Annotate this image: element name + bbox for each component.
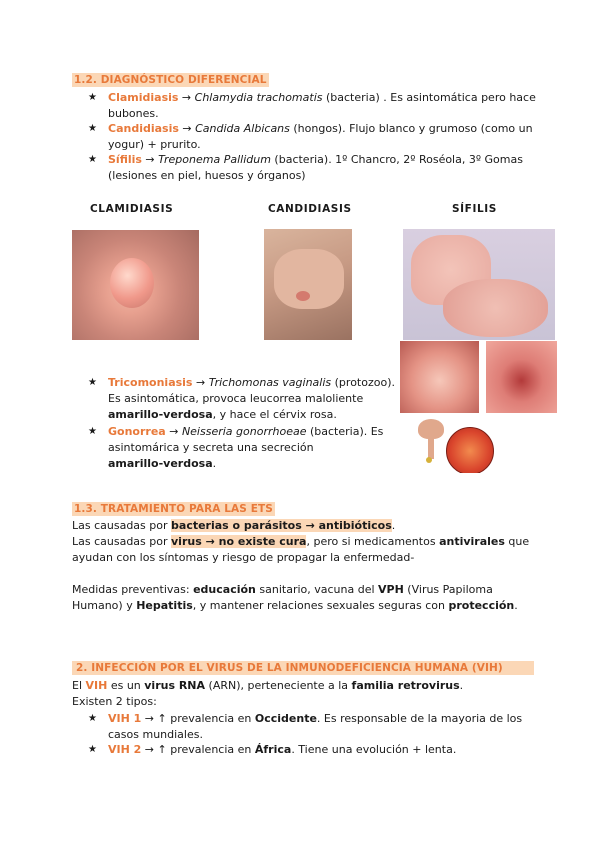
lesion-bubo (110, 258, 154, 308)
label-candidiasis: CANDIDIASIS (268, 203, 352, 215)
photo-tricomoniasis-cervix (400, 341, 479, 413)
text-line-bacterias: Las causadas por bacterias o parásitos → antibióticos. (72, 519, 396, 532)
shaft-shape (428, 439, 434, 459)
list-item-clamidiasis: ★ Clamidiasis → Chlamydia trachomatis (bacteria) . Es asintomática pero hace bubones. (88, 91, 536, 120)
text-line-sintomas: ayudan con los síntomas y riesgo de propagar la enfermedad- (72, 551, 415, 564)
star-bullet-icon: ★ (88, 377, 97, 388)
list-item-vih2: ★ VIH 2 → ↑ prevalencia en África. Tiene una evolución + lenta. (88, 743, 457, 756)
section-title-tratamiento: 1.3. TRATAMIENTO PARA LAS ETS (74, 503, 273, 515)
illustration-gonorrea (414, 417, 498, 473)
glans-shape (418, 419, 444, 439)
skin-area (274, 249, 344, 309)
star-bullet-icon: ★ (88, 744, 97, 755)
foot-sole (443, 279, 548, 337)
bacteria-magnified-circle (446, 427, 494, 473)
label-clamidiasis: CLAMIDIASIS (90, 203, 174, 215)
list-item-sifilis: ★ Sífilis → Treponema Pallidum (bacteria). 1º Chancro, 2º Roséola, 3º Gomas (lesiones en piel, huesos y órganos) (88, 153, 523, 182)
lesion-spot (296, 291, 310, 301)
photo-candidiasis (264, 229, 352, 340)
list-item-vih1: ★ VIH 1 → ↑ prevalencia en Occidente. Es responsable de la mayoria de los casos mundiales. (88, 712, 523, 741)
text-line-vih-def: El VIH es un virus RNA (ARN), perteneciente a la familia retrovirus. (72, 679, 464, 692)
section-title-vih: 2. INFECCIÓN POR EL VIRUS DE LA INMUNODEFICIENCIA HUMANA (VIH) (72, 661, 534, 675)
section-title-diagnostico: 1.2. DIAGNÓSTICO DIFERENCIAL (74, 74, 267, 86)
star-bullet-icon: ★ (88, 713, 97, 724)
list-item-tricomoniasis: ★ Tricomoniasis → Trichomonas vaginalis (protozoo). Es asintomática, provoca leucorrea maloliente amarillo-verdosa, y hace el cérvix rosa. (88, 376, 395, 421)
star-bullet-icon: ★ (88, 426, 97, 437)
star-bullet-icon: ★ (88, 123, 97, 134)
list-item-gonorrea: ★ Gonorrea → Neisseria gonorrhoeae (bacteria). Es asintomárica y secreta una secreción amarillo-verdosa. (88, 425, 384, 470)
label-sifilis: SÍFILIS (452, 203, 497, 215)
photo-clamidiasis (72, 230, 199, 340)
text-line-virus: Las causadas por virus → no existe cura, pero si medicamentos antivirales que (72, 535, 530, 548)
text-line-preventivas-2: Humano) y Hepatitis, y mantener relaciones sexuales seguras con protección. (72, 599, 518, 612)
photo-sifilis-hands (403, 229, 555, 340)
text-line-preventivas-1: Medidas preventivas: educación sanitario, vacuna del VPH (Virus Papiloma (72, 583, 493, 596)
list-item-candidiasis: ★ Candidiasis → Candida Albicans (hongos). Flujo blanco y grumoso (como un yogur) + prurito. (88, 122, 533, 151)
star-bullet-icon: ★ (88, 92, 97, 103)
star-bullet-icon: ★ (88, 154, 97, 165)
photo-cervix-2 (486, 341, 557, 413)
text-line-tipos: Existen 2 tipos: (72, 695, 157, 708)
secretion-drop (426, 457, 432, 463)
